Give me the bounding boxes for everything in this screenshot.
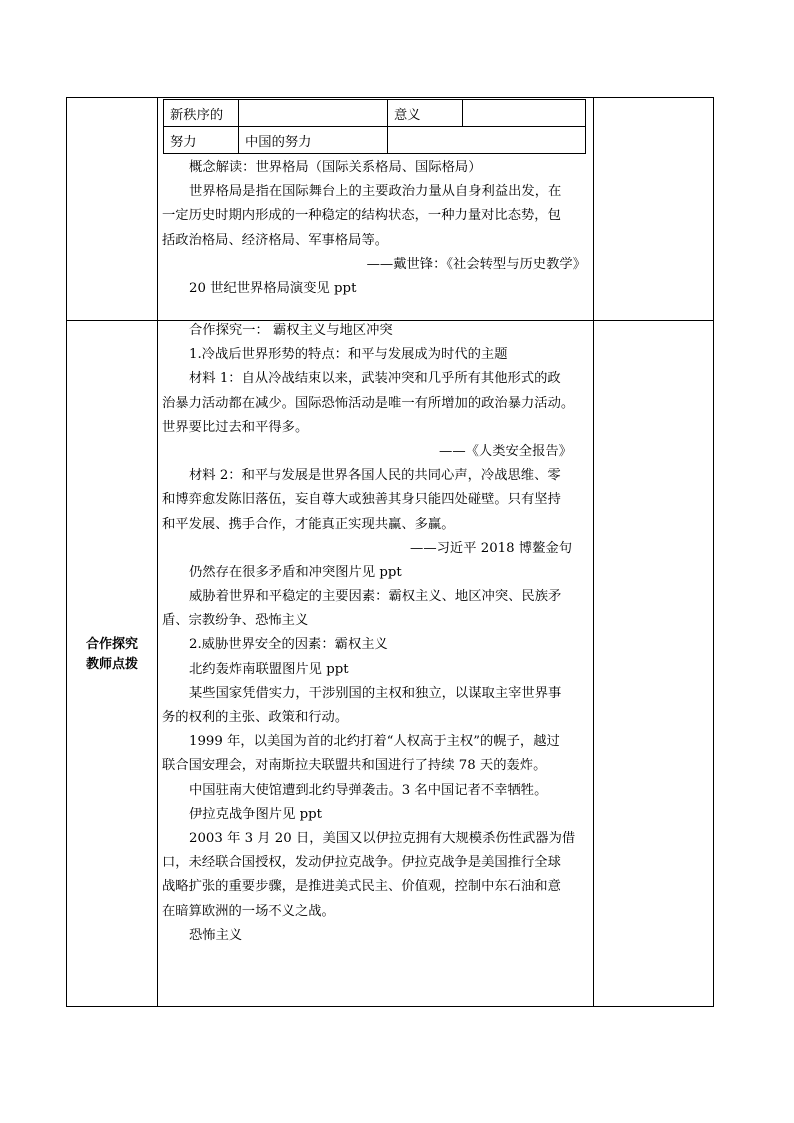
text-line: 联合国安理会，对南斯拉夫联盟共和国进行了持续 78 天的轰炸。 xyxy=(162,758,547,774)
text-line: 材料 1：自从冷战结束以来，武装冲突和几乎所有其他形式的政 xyxy=(189,371,561,387)
text-line: 概念解读：世界格局（国际关系格局、国际格局） xyxy=(189,160,482,175)
column-divider-left xyxy=(157,98,158,1006)
text-line: 20 世纪世界格局演变见 ppt xyxy=(189,280,357,296)
citation-line: ——习近平 2018 博鳌金句 xyxy=(410,540,572,556)
table-cell: 意义 xyxy=(388,100,463,127)
text-line: 1999 年，以美国为首的北约打着“人权高于主权”的幌子，越过 xyxy=(189,734,560,750)
table-cell: 新秩序的 xyxy=(164,100,239,127)
text-line: 治暴力活动都在减少。国际恐怖活动是唯一有所增加的政治暴力活动。 xyxy=(162,395,575,411)
table-cell xyxy=(239,100,388,127)
world-pattern-section xyxy=(162,156,590,301)
text-line: 和博弈愈发陈旧落伍，妄自尊大或独善其身只能四处碰壁。只有坚持 xyxy=(162,492,561,508)
section-label-line: 合作探究 xyxy=(85,637,138,652)
order-effort-table xyxy=(163,99,586,154)
text-line: 务的权利的主张、政策和行动。 xyxy=(162,710,349,725)
table-cell xyxy=(463,100,586,127)
text-line: 2003 年 3 月 20 日，美国又以伊拉克拥有大规模杀伤性武器为借 xyxy=(189,830,576,846)
text-line: 威胁着世界和平稳定的主要因素：霸权主义、地区冲突、民族矛 xyxy=(189,589,562,605)
text-line: 盾、宗教纷争、恐怖主义 xyxy=(162,613,309,629)
text-line: 伊拉克战争图片见 ppt xyxy=(189,806,322,822)
text-line: 口，未经联合国授权，发动伊拉克战争。伊拉克战争是美国推行全球 xyxy=(162,855,561,871)
text-line: 北约轰炸南联盟图片见 ppt xyxy=(189,661,349,677)
text-line: 材料 2：和平与发展是世界各国人民的共同心声，冷战思维、零 xyxy=(189,468,561,484)
table-cell xyxy=(388,127,586,154)
text-line: 1.冷战后世界形势的特点：和平与发展成为时代的主题 xyxy=(189,347,508,363)
column-divider-right xyxy=(593,98,594,1006)
cooperative-inquiry-section xyxy=(162,319,590,948)
table-row xyxy=(164,100,586,127)
text-line: 一定历史时期内形成的一种稳定的结构状态，一种力量对比态势，包 xyxy=(162,208,561,224)
citation-line: ——《人类安全报告》 xyxy=(439,443,572,459)
text-line: 2.威胁世界安全的因素：霸权主义 xyxy=(189,637,388,653)
text-line: 和平发展、携手合作，才能真正实现共赢、多赢。 xyxy=(162,516,455,532)
main-table xyxy=(66,97,714,1007)
text-line: 在暗算欧洲的一场不义之战。 xyxy=(162,903,335,919)
text-line: 某些国家凭借实力，干涉别国的主权和独立，以谋取主宰世界事 xyxy=(189,685,562,701)
text-line: 合作探究一： 霸权主义与地区冲突 xyxy=(189,323,393,338)
text-line: 世界格局是指在国际舞台上的主要政治力量从自身利益出发，在 xyxy=(189,184,562,200)
table-row xyxy=(164,127,586,154)
table-cell: 努力 xyxy=(164,127,239,154)
text-line: 战略扩张的重要步骤，是推进美式民主、价值观，控制中东石油和意 xyxy=(162,879,561,895)
text-line: 中国驻南大使馆遭到北约导弹袭击。3 名中国记者不幸牺牲。 xyxy=(189,782,548,798)
text-line: 仍然存在很多矛盾和冲突图片见 ppt xyxy=(189,564,402,580)
text-line: 世界要比过去和平得多。 xyxy=(162,419,309,435)
table-cell: 中国的努力 xyxy=(239,127,388,154)
citation-line: ——戴世锋：《社会转型与历史教学》 xyxy=(366,256,586,272)
section-label-line: 教师点拨 xyxy=(85,657,138,672)
text-line: 恐怖主义 xyxy=(189,927,243,943)
text-line: 括政治格局、经济格局、军事格局等。 xyxy=(162,232,389,248)
section-label xyxy=(67,635,157,675)
